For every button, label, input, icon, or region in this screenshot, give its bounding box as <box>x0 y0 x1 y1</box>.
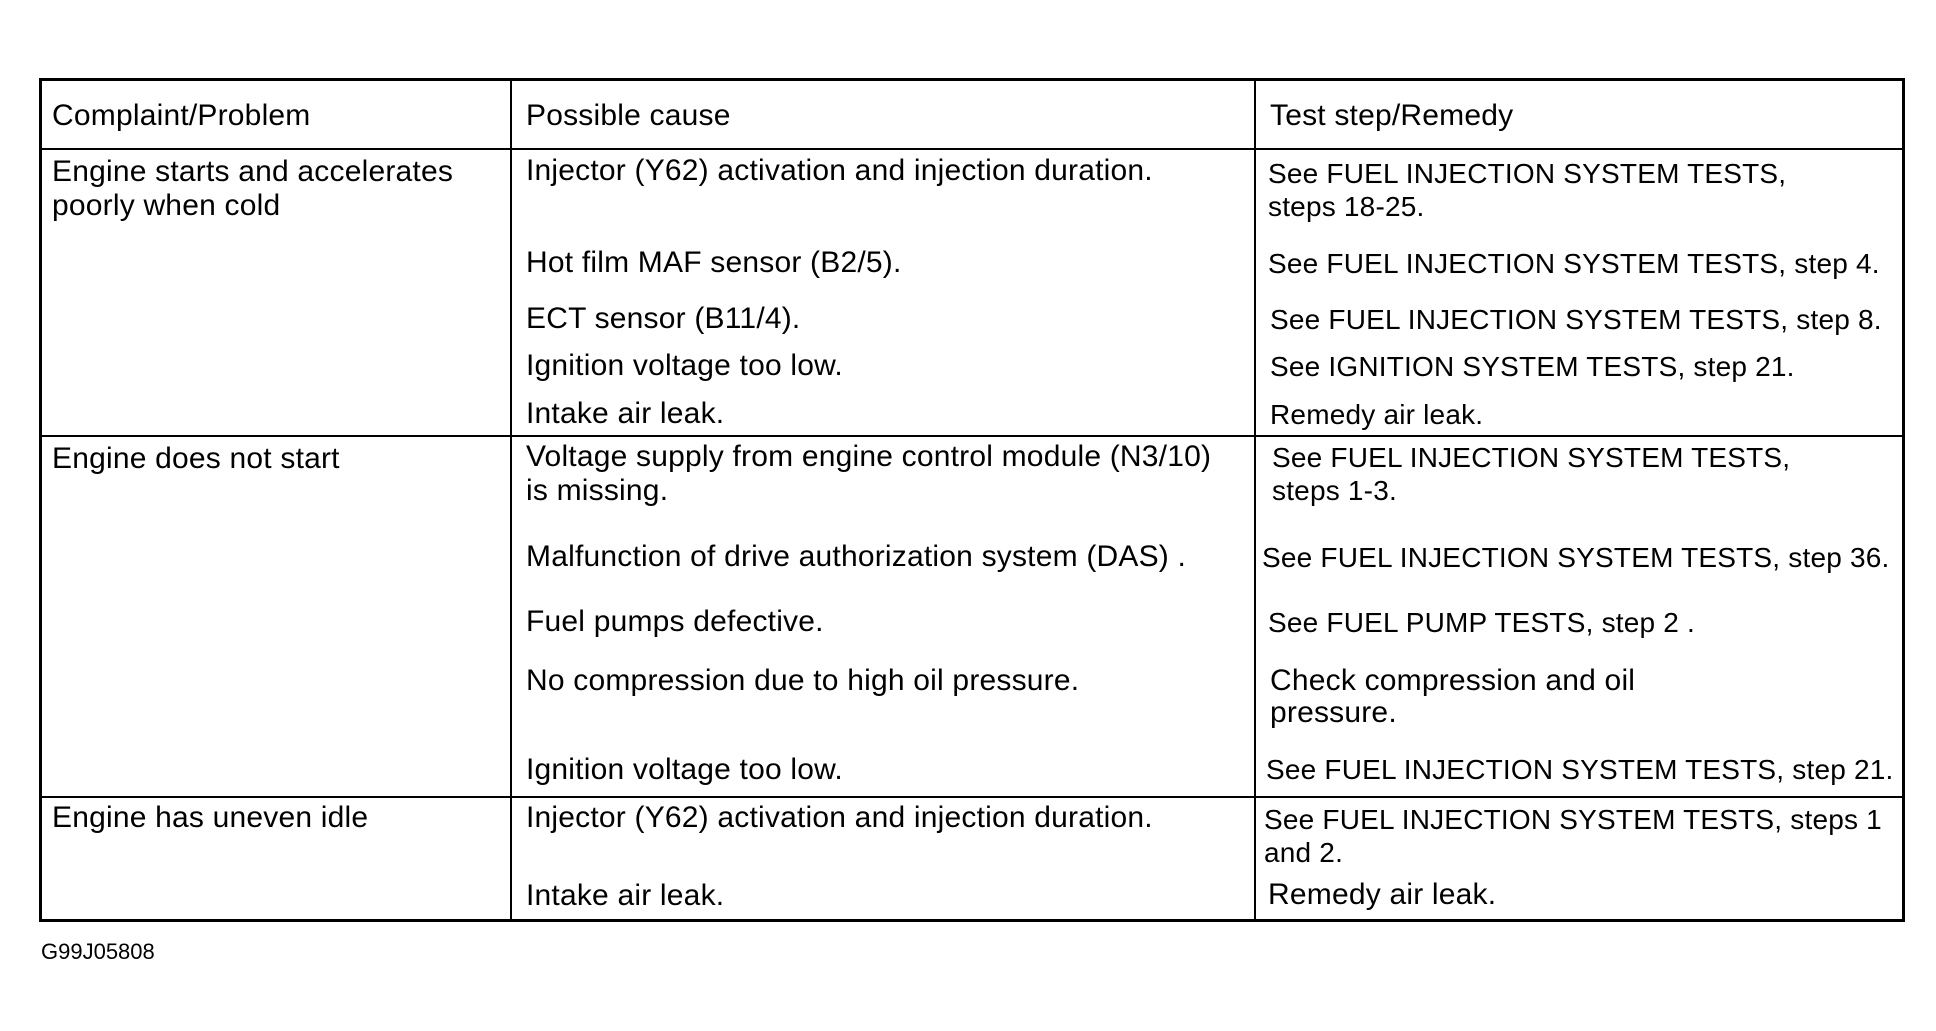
header-cause: Possible cause <box>526 99 731 132</box>
cause-text: Voltage supply from engine control module (N3/10) <box>526 440 1212 473</box>
remedy-text: See FUEL INJECTION SYSTEM TESTS, steps 1 <box>1264 804 1882 835</box>
remedy-text: See FUEL INJECTION SYSTEM TESTS, step 21. <box>1266 754 1894 785</box>
cause-text: Intake air leak. <box>526 397 725 430</box>
row-divider <box>42 796 1902 798</box>
complaint-text: Engine starts and accelerates <box>52 155 454 188</box>
remedy-text: See FUEL INJECTION SYSTEM TESTS, step 36. <box>1262 542 1890 573</box>
cause-text: Fuel pumps defective. <box>526 605 824 638</box>
header-remedy: Test step/Remedy <box>1270 99 1514 132</box>
remedy-text: See FUEL INJECTION SYSTEM TESTS, <box>1268 158 1787 189</box>
cause-text: ECT sensor (B11/4). <box>526 302 801 335</box>
row-divider <box>42 435 1902 437</box>
cause-text: Injector (Y62) activation and injection duration. <box>526 154 1153 187</box>
figure-id: G99J05808 <box>41 939 155 964</box>
remedy-text: See IGNITION SYSTEM TESTS, step 21. <box>1270 351 1795 382</box>
cause-text: No compression due to high oil pressure. <box>526 664 1080 697</box>
complaint-text: poorly when cold <box>52 189 281 222</box>
remedy-text: pressure. <box>1270 696 1397 729</box>
cause-text: Malfunction of drive authorization system (DAS) . <box>526 540 1187 573</box>
remedy-text: and 2. <box>1264 837 1344 868</box>
cause-text: Injector (Y62) activation and injection duration. <box>526 801 1153 834</box>
remedy-text: See FUEL INJECTION SYSTEM TESTS, step 4. <box>1268 248 1880 279</box>
remedy-text: Remedy air leak. <box>1270 399 1484 430</box>
column-divider <box>1254 81 1256 919</box>
remedy-text: steps 18-25. <box>1268 191 1425 222</box>
column-divider <box>510 81 512 919</box>
header-divider <box>42 148 1902 150</box>
remedy-text: See FUEL INJECTION SYSTEM TESTS, step 8. <box>1270 304 1882 335</box>
remedy-text: Check compression and oil <box>1270 664 1636 697</box>
remedy-text: See FUEL PUMP TESTS, step 2 . <box>1268 607 1696 638</box>
cause-text: Ignition voltage too low. <box>526 753 843 786</box>
cause-text: Intake air leak. <box>526 879 725 912</box>
remedy-text: Remedy air leak. <box>1268 878 1497 911</box>
remedy-text: See FUEL INJECTION SYSTEM TESTS, <box>1272 442 1791 473</box>
cause-text: Ignition voltage too low. <box>526 349 843 382</box>
complaint-text: Engine does not start <box>52 442 340 475</box>
cause-text: Hot film MAF sensor (B2/5). <box>526 246 902 279</box>
cause-text: is missing. <box>526 474 669 507</box>
header-complaint: Complaint/Problem <box>52 99 311 132</box>
complaint-text: Engine has uneven idle <box>52 801 369 834</box>
remedy-text: steps 1-3. <box>1272 475 1397 506</box>
diagnostic-table <box>39 78 1905 922</box>
